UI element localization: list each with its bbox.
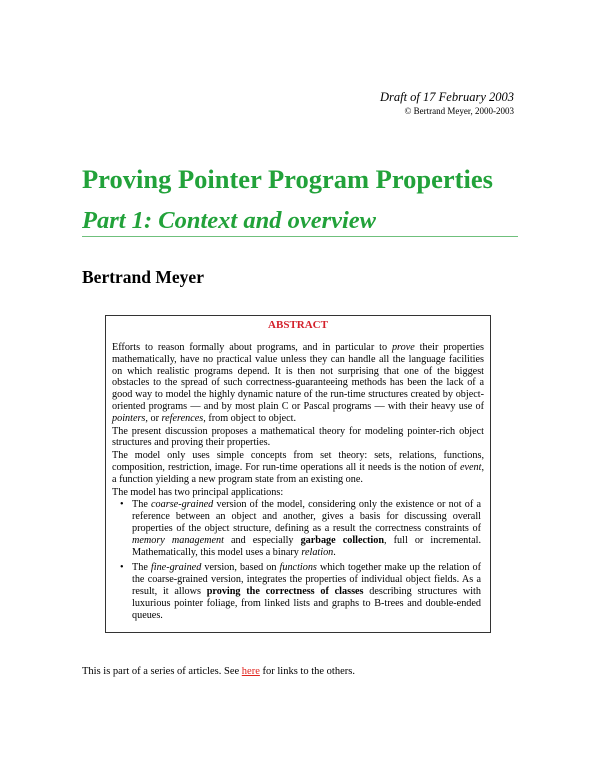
bullet-icon: • [120,562,124,574]
text-run: version, based on [201,562,280,574]
emphasis-prove: prove [391,342,415,353]
here-link[interactable]: here [241,666,260,677]
text-run: which together make up the relation of the coarse-grained version, integrates the properties of individual object fields. As a result, it allows [132,562,481,597]
bold-garbage-collection: garbage collection [300,534,385,546]
emphasis-relation: relation [301,546,334,558]
abstract-heading: ABSTRACT [268,319,328,331]
text-run: The [132,562,151,574]
text-run: , or [145,412,162,424]
text-run: , from object to object. [203,412,297,424]
emphasis-references: references [161,412,204,424]
text-run: and especially [223,534,301,546]
emphasis-functions: functions [279,562,317,574]
draft-header [380,90,514,118]
emphasis-fine-grained: fine-grained [150,562,202,574]
text-run: , full or incremental. Mathematically, this model uses a binary [132,534,482,558]
author-name: Bertrand Meyer [82,267,204,287]
text-run: their properties mathematically, have no practical value unless they can handle all the language facilities on which realistic programs depend. It is then not surprising that one of the biggest obstacles to the spread of such correctness-guaranteeing methods has been the lack of a good way to model the highly dynamic nature of the run-time structures created by object-oriented programs — and by most plain C or Pascal programs — with their heavy use of [112,342,484,412]
abstract-paragraph-3 [112,450,484,485]
footer-text: This is part of a series of articles. See [82,666,242,677]
copyright-notice: © Bertrand Meyer, 2000-2003 [404,106,514,116]
abstract-paragraph-4: The model has two principal applications: [112,486,284,498]
abstract-box [105,315,491,633]
emphasis-pointers: pointers [112,412,146,424]
bullet-icon: • [120,499,124,511]
emphasis-event: event [459,461,482,473]
subtitle-text: Context and overview [158,207,376,234]
text-run: version of the model, considering only the existence or not of a reference between an object and another, gives a basis for discussing overall properties of the object structure, defining as a result the correctness constraints of [132,499,481,534]
footer-text: for links to the others. [259,666,355,677]
draft-date: Draft of 17 February 2003 [379,90,514,104]
text-run: . [333,546,336,558]
text-run: The model only uses simple concepts from set theory: sets, relations, functions, composition, restriction, image. For run-time operations all it needs is the notion of [112,450,484,473]
abstract-paragraph-1 [112,342,484,425]
page-subtitle [82,206,376,236]
title-divider [82,236,518,237]
emphasis-coarse-grained: coarse-grained [151,499,214,511]
bold-proving-correctness: proving the correctness of classes [206,585,364,597]
part-number: Part 1 [82,207,144,234]
list-item-fine-grained [112,562,484,621]
applications-list [112,499,484,621]
abstract-paragraph-2: The present discussion proposes a mathematical theory for modeling pointer-rich object structures and proving their properties. [112,425,484,449]
text-run: The [132,499,152,511]
footer-note [82,665,355,679]
list-item-coarse-grained [112,499,484,558]
text-run: describing structures with luxurious pointer foliage, from linked lists and graphs to B-trees and double-ended queues. [132,585,481,621]
text-run: , a function yielding a new program state from an existing one. [112,461,484,485]
subtitle-separator: : [143,207,159,234]
text-run: Efforts to reason formally about programs, and in particular to [112,342,392,353]
emphasis-memory-management: memory management [132,534,224,546]
page-title: Proving Pointer Program Properties [82,164,493,194]
